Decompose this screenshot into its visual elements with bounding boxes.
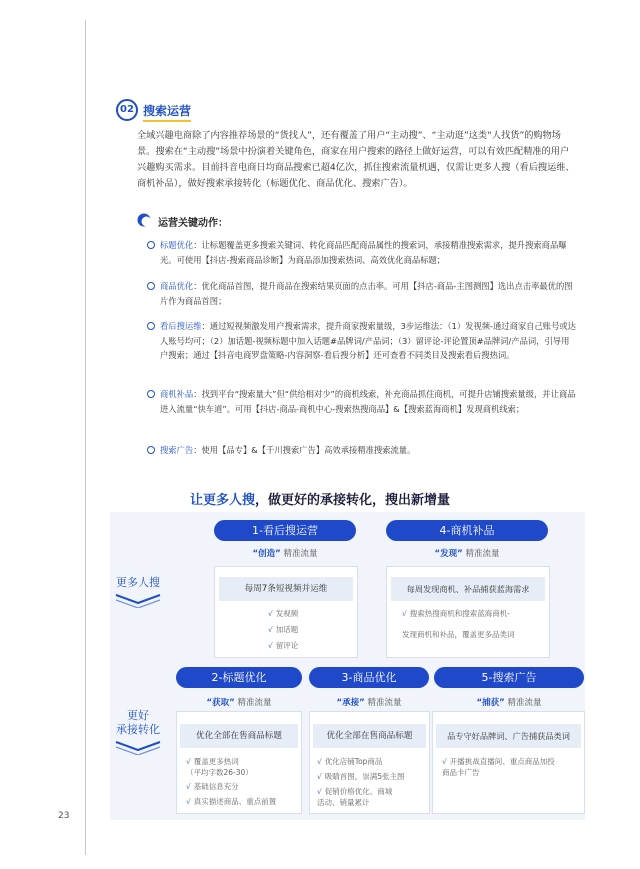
check-icon: √: [268, 609, 273, 618]
side-label-more-search: 更多人搜: [116, 576, 160, 589]
step-pill-search-after-view: 1-看后搜运营: [214, 520, 356, 541]
flow-label: “捕获” 精准流量: [476, 698, 542, 708]
flow-label: “发现” 精准流量: [434, 549, 500, 559]
check-icon: √: [402, 609, 407, 618]
step-card-head: 品专守好品牌词、广告捕获品类词: [436, 724, 581, 748]
bullet-label: 商机补品: [160, 389, 194, 399]
bullet-label: 商品优化: [160, 281, 194, 291]
chevron-down-icon: [114, 592, 162, 608]
crescent-icon: [137, 213, 151, 227]
check-item: √ 优化店铺Top商品: [317, 757, 383, 766]
check-icon: √: [317, 772, 322, 781]
step-card-head: 每周7条短视频并运维: [219, 577, 353, 601]
check-icon: √: [186, 782, 191, 791]
step-card-head: 优化全部在售商品标题: [313, 724, 426, 748]
page-number: 23: [58, 811, 70, 821]
margin-rule: [85, 20, 86, 855]
bullet-label: 搜索广告: [160, 445, 194, 455]
check-item: √ 促销价格优化、商城 活动、销量累计: [317, 787, 393, 807]
bullet-ring-icon: [147, 446, 155, 454]
flow-label: “获取” 精准流量: [206, 698, 272, 708]
bullet-text: ：找到平台“搜索量大”但“供给相对少”的商机线索，补充商品抓住商机，可提升店铺搜索量级，并让商品进入流量“快车道”。可用【抖店-商品-商机中心-搜索热搜商品】&【搜索蓝海商机】发现商机线索；: [160, 389, 576, 414]
check-item: √ 留评论: [268, 641, 299, 650]
check-icon: √: [317, 757, 322, 766]
check-icon: √: [442, 757, 447, 766]
check-item-continued: 发现商机和补品，覆盖更多品类词: [402, 630, 515, 639]
check-item: √ 真实描述商品、重点前置: [186, 797, 277, 806]
flow-label: “承接” 精准流量: [336, 698, 402, 708]
bullet-search-ads: [147, 443, 577, 458]
bullet-ring-icon: [147, 282, 155, 290]
check-item: √ 开播挑战直播间、重点商品加投 商品卡广告: [442, 757, 555, 777]
step-pill-search-ads: 5-搜索广告: [434, 667, 584, 688]
bullet-label: 看后搜运维: [160, 321, 202, 331]
section-title: 搜索运营: [143, 102, 191, 122]
bullet-ring-icon: [147, 390, 155, 398]
check-icon: √: [268, 641, 273, 650]
check-item: √ 搜索热搜商机和搜索蓝海商机-: [402, 609, 510, 618]
step-card-head: 每周发现商机、补品捕获蓝海需求: [391, 577, 545, 601]
bullet-search-after-view: [147, 319, 577, 363]
bullet-opportunity-products: [147, 387, 577, 416]
bullet-title-optimization: [147, 238, 577, 267]
check-icon: √: [186, 757, 191, 766]
bullet-ring-icon: [147, 322, 155, 330]
check-item: √ 吸睛首图，崇满5张主图: [317, 772, 405, 781]
infographic-title: 让更多人搜，做更好的承接转化，搜出新增量: [189, 493, 451, 508]
key-actions-title: 运营关键动作：: [158, 218, 228, 229]
bullet-ring-icon: [147, 241, 155, 249]
side-label-conversion: 承接转化: [116, 723, 160, 736]
step-card-head: 优化全部在售商品标题: [180, 724, 298, 748]
chevron-down-icon: [114, 739, 162, 755]
flow-label: “创造” 精准流量: [252, 549, 318, 559]
step-pill-opportunity-products: 4-商机补品: [386, 520, 548, 541]
check-item: √ 发视频: [268, 609, 299, 618]
bullet-label: 标题优化: [160, 240, 194, 250]
bullet-text: ：通过短视频激发用户搜索需求，提升商家搜索量级，3步运维法：（1）发视频-通过商家自己账号或达人账号均可；（2）加话题-视频标题中加入话题#品牌词/产品词；（3）留评论-评论置顶#品牌词/产品词，引导用户搜索；通过【抖音电商罗盘策略-内容洞察-看后搜分析】还可查看不同类目及搜索看后搜热词。: [160, 321, 576, 360]
bullet-text: ：优化商品首图，提升商品在搜索结果页面的点击率。可用【抖店-商品-主图测图】选出点击率最优的图片作为商品首图；: [160, 281, 573, 306]
bullet-text: ：使用【品专】&【千川搜索广告】高效承接精准搜索流量。: [193, 445, 416, 455]
bullet-product-optimization: [147, 279, 577, 308]
section-intro: 全域兴趣电商除了内容推荐场景的“货找人”，还有覆盖了用户“主动搜”、“主动逛”这类“人找货”的购物场景。搜索在“主动搜”场景中扮演着关键角色，商家在用户搜索的路径上做好运营，可以有效匹配精准的用户兴趣购买需求。目前抖音电商日均商品搜索已超4亿次，抓住搜索流量机遇，仅需让更多人搜（看后搜运维、商机补品），做好搜索承接转化（标题优化、商品优化、搜索广告）。: [137, 130, 575, 189]
check-icon: √: [317, 787, 322, 796]
check-item: √ 基础信息充分: [186, 782, 239, 791]
check-item: √ 覆盖更多热词 （平均字数26-30）: [186, 757, 253, 777]
check-icon: √: [186, 797, 191, 806]
check-icon: √: [268, 625, 273, 634]
bullet-text: ：让标题覆盖更多搜索关键词、转化商品匹配商品属性的搜索词，承接精准搜索需求，提升搜索商品曝光。可使用【抖店-搜索商品诊断】为商品添加搜索热词、高效优化商品标题；: [160, 240, 567, 265]
section-number-badge: 02: [116, 99, 138, 121]
check-item: √ 加话题: [268, 625, 299, 634]
side-label-better: 更好: [127, 709, 149, 722]
step-pill-title-optimization: 2-标题优化: [176, 667, 302, 688]
step-pill-product-optimization: 3-商品优化: [309, 667, 429, 688]
